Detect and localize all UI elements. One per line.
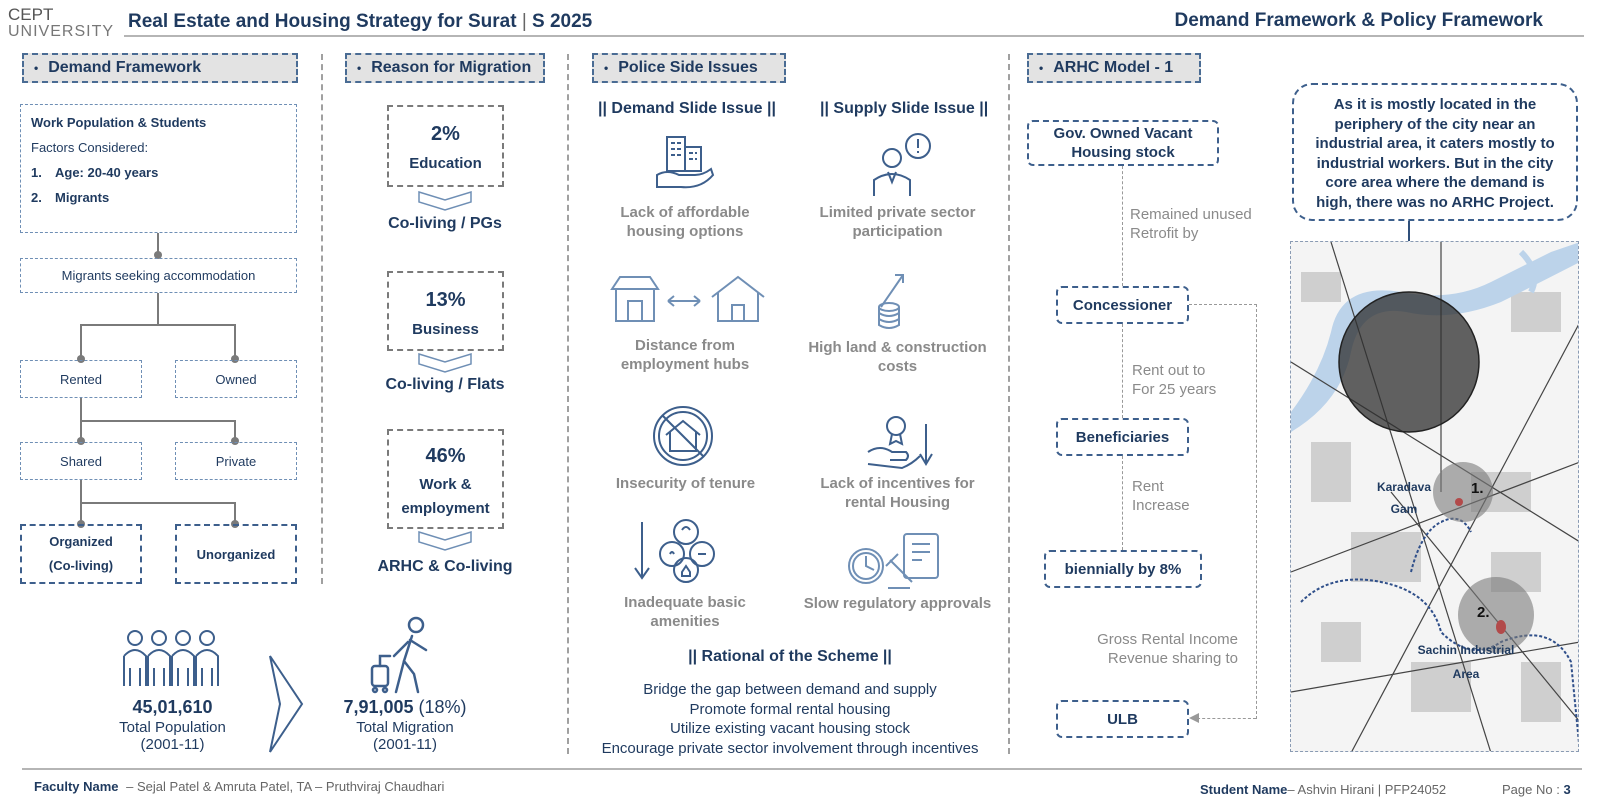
faculty-label: Faculty Name [34, 779, 119, 794]
map-label-karadava [1359, 476, 1449, 520]
tree-connector [80, 324, 236, 326]
logo [8, 6, 118, 41]
rational-item: Bridge the gap between demand and supply [643, 681, 937, 698]
demand-tag-label: Demand Framework [48, 59, 202, 76]
education-result: Co-living / PGs [388, 215, 502, 232]
note-rent-out-l1: Rent out to [1132, 362, 1206, 379]
rented-box: Rented [20, 360, 142, 398]
logo-line2: UNIVERSITY [8, 23, 115, 40]
student-name: – Ashvin Hirani | PFP24052 [1287, 782, 1447, 797]
population-value: 45,01,610 [132, 697, 213, 717]
page-title [128, 11, 592, 33]
note-retrofit-l1: Remained unused [1130, 206, 1252, 223]
issue-incentives: Lack of incentives for rental Housing [820, 475, 975, 511]
page-number [1502, 782, 1571, 797]
factor-2 [31, 190, 286, 205]
education-box [387, 105, 504, 187]
bullet-icon: • [357, 61, 362, 75]
people-group-icon [121, 628, 221, 688]
migration-pct: (18%) [413, 697, 467, 717]
flow-connector [1122, 166, 1123, 286]
map-label-karadava-l1: Karadava [1376, 480, 1432, 494]
migration-stat [330, 697, 480, 753]
unorganized-box: Unorganized [175, 524, 297, 584]
reason-migration-tag [345, 53, 545, 83]
population-years: (2001-11) [140, 736, 205, 753]
migration-value: 7,91,005 [343, 697, 414, 717]
page-label: Page No : [1502, 782, 1560, 797]
owned-box: Owned [175, 360, 297, 398]
title-suffix: S 2025 [532, 11, 593, 32]
page-num: 3 [1563, 782, 1571, 797]
award-hand-icon [866, 414, 936, 470]
issue-tenure: Insecurity of tenure [615, 475, 756, 492]
student-info [1200, 782, 1446, 797]
demand-framework-tag [22, 53, 298, 83]
demand-heading: || Demand Slide Issue || [598, 100, 776, 117]
arhc-tag-label: ARHC Model - 1 [1053, 59, 1174, 76]
factor-2-text: Migrants [55, 190, 110, 205]
map-number-2: 2. [1477, 604, 1490, 621]
note-rent-increase-l1: Rent [1132, 478, 1164, 495]
revenue-line-side [1256, 304, 1257, 719]
population-label: Total Population [119, 719, 226, 736]
organized-l2: (Co-living) [48, 558, 114, 573]
rational-heading: || Rational of the Scheme || [688, 648, 892, 665]
bullet-icon: • [34, 61, 39, 75]
work-result: ARHC & Co-living [377, 558, 513, 575]
revenue-line-bottom [1192, 718, 1256, 719]
student-label: Student Name [1200, 782, 1288, 797]
separator-1 [321, 54, 323, 584]
note-rent-out [1132, 361, 1216, 399]
factor-1-text: Age: 20-40 years [55, 165, 159, 180]
reason-tag-label: Reason for Migration [371, 59, 532, 76]
faculty-info [34, 779, 444, 794]
right-title: Demand Framework & Policy Framework [1174, 10, 1543, 31]
business-box [387, 271, 504, 351]
rational-item: Encourage private sector involvement through incentives [601, 739, 979, 757]
migration-value-line [330, 697, 480, 718]
vacant-stock-box: Gov. Owned Vacant Housing stock [1027, 120, 1219, 166]
seeking-box: Migrants seeking accommodation [20, 258, 297, 293]
map-label-sachin-l2: Area [1452, 667, 1480, 681]
note-retrofit [1130, 205, 1252, 243]
note-rent-increase-l2: Increase [1132, 497, 1190, 514]
map-label-sachin-l1: Sachin Industrial [1417, 643, 1515, 657]
bullet-icon: • [604, 61, 609, 75]
issue-approvals: Slow regulatory approvals [803, 595, 992, 612]
concessioner-box: Concessioner [1056, 286, 1189, 324]
organized-l1: Organized [49, 534, 113, 549]
bullet-icon: • [1039, 61, 1044, 75]
no-house-icon [652, 405, 714, 467]
note-revenue [1050, 630, 1238, 668]
coins-growth-icon [873, 267, 923, 333]
biennial-box: biennially by 8% [1044, 550, 1202, 588]
separator-2 [567, 54, 569, 754]
chevron-down-icon [417, 352, 473, 374]
education-label: Education [409, 155, 482, 172]
flow-connector [1122, 456, 1123, 550]
beneficiaries-box: Beneficiaries [1056, 418, 1189, 456]
flow-connector [1122, 324, 1123, 418]
faculty-names: – Sejal Patel & Amruta Patel, TA – Pruthviraj Chaudhari [126, 779, 445, 794]
note-rent-out-l2: For 25 years [1132, 381, 1217, 398]
rational-item: Utilize existing vacant housing stock [669, 720, 911, 737]
factor-1 [31, 165, 286, 180]
map-label-sachin [1401, 638, 1531, 686]
chevron-down-icon [417, 190, 473, 212]
migration-years: (2001-11) [373, 736, 437, 753]
title-separator: | [521, 11, 533, 32]
issue-land-costs: High land & construction costs [808, 339, 987, 375]
revenue-line-top [1189, 304, 1257, 305]
header-rule [124, 35, 1584, 37]
work-box [387, 429, 504, 529]
population-stat [100, 697, 245, 753]
supply-heading: || Supply Slide Issue || [820, 100, 989, 117]
intro-title: Work Population & Students [31, 115, 207, 130]
issue-affordable: Lack of affordable housing options [620, 204, 750, 240]
rational-list [580, 680, 1000, 758]
shared-box: Shared [20, 442, 142, 480]
business-result: Co-living / Flats [385, 376, 505, 393]
amenities-icon [632, 518, 732, 584]
private-box: Private [175, 442, 297, 480]
issue-distance: Distance from employment hubs [620, 337, 750, 373]
footer-rule [22, 768, 1582, 770]
map-number-1: 1. [1471, 480, 1484, 497]
intro-box [20, 104, 297, 233]
issue-amenities: Inadequate basic amenities [624, 594, 746, 630]
ulb-box: ULB [1056, 700, 1189, 738]
building-hand-icon [655, 135, 715, 193]
chevron-right-icon [266, 654, 306, 754]
migration-label: Total Migration [356, 719, 454, 736]
businessman-alert-icon [866, 132, 936, 198]
business-label: Business [412, 321, 479, 338]
work-pct: 46% [425, 445, 466, 467]
chevron-down-icon [417, 530, 473, 552]
tree-connector [80, 502, 236, 504]
note-rent-increase [1132, 477, 1190, 515]
factor-2-num: 2. [31, 190, 42, 205]
clock-gavel-icon [846, 530, 946, 594]
work-label-l2: employment [401, 500, 490, 517]
education-pct: 2% [431, 123, 460, 145]
arhc-callout: As it is mostly located in the periphery of the city near an industrial area, it caters mostly to industrial workers. But in the city core area where the demand is high, there was no ARHC Project. [1292, 83, 1578, 221]
police-tag-label: Police Side Issues [618, 59, 758, 76]
logo-line1: CEPT [8, 5, 54, 24]
police-issues-tag [592, 53, 786, 83]
arrow-left-icon [1189, 713, 1199, 723]
business-pct: 13% [425, 289, 466, 311]
tree-connector [157, 293, 159, 325]
traveler-icon [364, 616, 444, 696]
separator-3 [1008, 54, 1010, 754]
arhc-model-tag [1027, 53, 1201, 83]
organized-box [20, 524, 142, 584]
shop-house-arrow-icon [610, 275, 770, 325]
note-revenue-l2: Revenue sharing to [1107, 650, 1238, 667]
note-revenue-l1: Gross Rental Income [1097, 631, 1238, 648]
issue-private-sector: Limited private sector participation [819, 204, 976, 240]
map-label-karadava-l2: Gam [1390, 502, 1418, 516]
factor-1-num: 1. [31, 165, 42, 180]
rational-item: Promote formal rental housing [689, 700, 891, 718]
tree-connector [80, 420, 236, 422]
note-retrofit-l2: Retrofit by [1130, 225, 1199, 242]
intro-sub: Factors Considered: [31, 140, 149, 155]
surat-map [1290, 241, 1579, 752]
work-label-l1: Work & [419, 476, 472, 493]
title-text: Real Estate and Housing Strategy for Surat [128, 11, 517, 32]
